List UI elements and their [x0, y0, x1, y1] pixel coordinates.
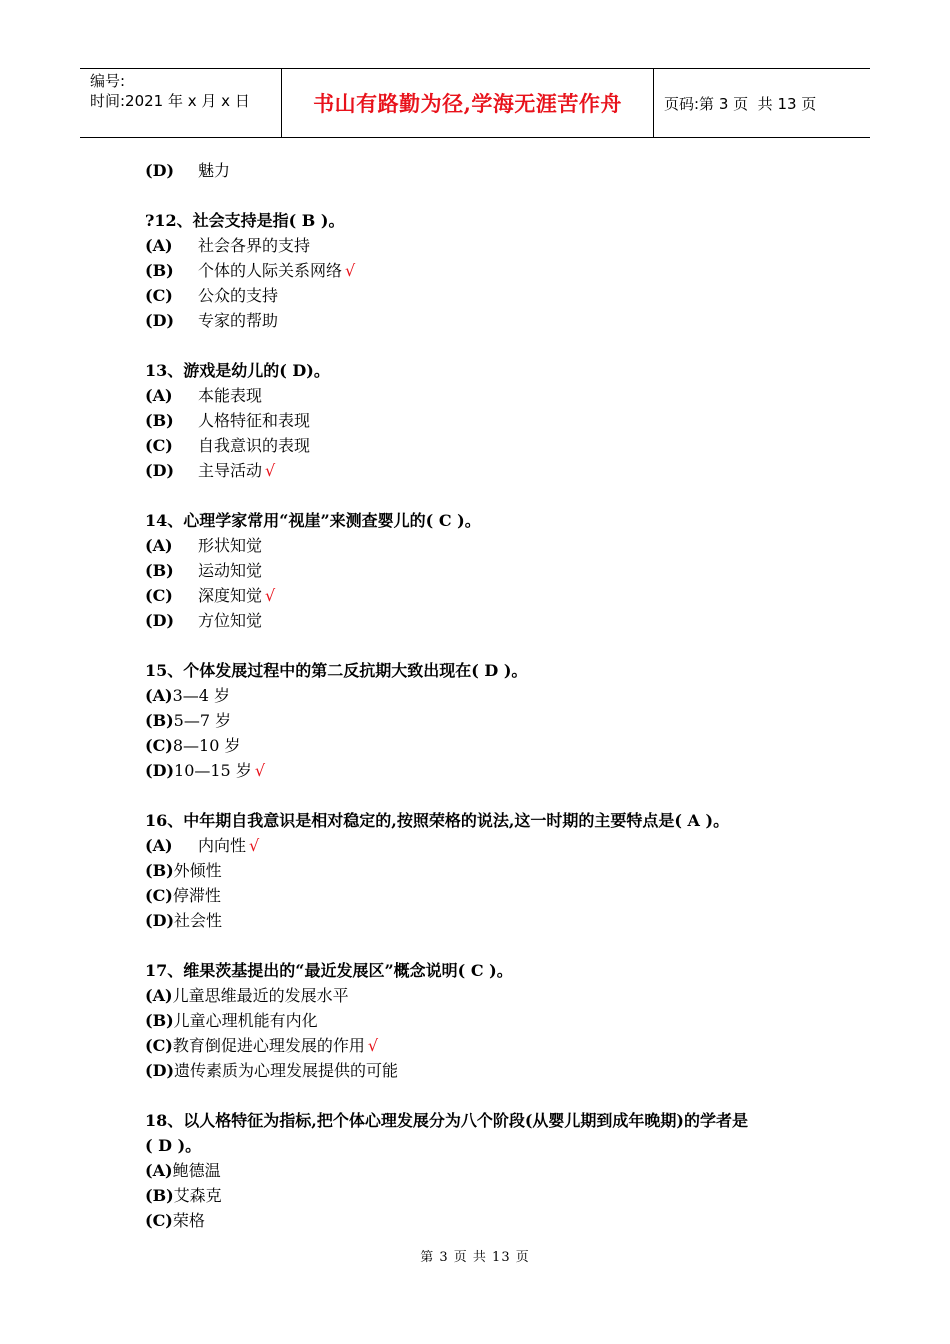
option-text: 外倾性 — [173, 861, 222, 880]
option-label: (C) — [145, 1036, 173, 1055]
option-text: 荣格 — [172, 1211, 205, 1230]
option-text: 主导活动 — [198, 461, 263, 480]
option-label: (B) — [145, 711, 174, 730]
option-item — [145, 433, 845, 458]
document-time-label: 时间:2021 年 x 月 x 日 — [90, 92, 250, 110]
option-item — [145, 583, 845, 608]
questions-container — [145, 208, 845, 1233]
header-meta — [80, 69, 282, 137]
option-text: 10—15 岁 — [174, 761, 252, 780]
question-stem: 17、维果茨基提出的“最近发展区”概念说明( C )。 — [145, 961, 513, 980]
option-text: 社会各界的支持 — [198, 236, 311, 255]
correct-check-icon: √ — [345, 261, 356, 280]
option-label: (C) — [145, 886, 173, 905]
option-item — [145, 283, 845, 308]
option-text: 魅力 — [198, 161, 231, 180]
option-text: 本能表现 — [198, 386, 263, 405]
question-stem: 16、中年期自我意识是相对稳定的,按照荣格的说法,这一时期的主要特点是( A )。 — [145, 811, 730, 830]
option-text: 专家的帮助 — [198, 311, 279, 330]
option-text: 儿童思维最近的发展水平 — [172, 986, 349, 1005]
correct-check-icon: √ — [265, 461, 276, 480]
option-text: 公众的支持 — [198, 286, 279, 305]
option-text: 方位知觉 — [198, 611, 263, 630]
question-block — [145, 508, 845, 658]
option-label: (D) — [145, 161, 175, 180]
option-label: (B) — [145, 561, 174, 580]
option-text: 停滞性 — [172, 886, 221, 905]
option-item — [145, 758, 845, 783]
option-item — [145, 558, 845, 583]
option-label: (D) — [145, 1061, 175, 1080]
question-block — [145, 658, 845, 808]
option-text: 5—7 岁 — [173, 711, 232, 730]
option-text: 鲍德温 — [172, 1161, 221, 1180]
option-text: 8—10 岁 — [172, 736, 241, 755]
option-label: (D) — [145, 911, 175, 930]
option-item — [145, 983, 845, 1008]
option-item — [145, 1008, 845, 1033]
question-stem: 14、心理学家常用“视崖”来测查婴儿的( C )。 — [145, 511, 481, 530]
option-text: 教育倒促进心理发展的作用 — [172, 1036, 365, 1055]
option-text: 儿童心理机能有内化 — [173, 1011, 318, 1030]
question-list — [145, 158, 845, 1233]
option-item — [145, 1208, 845, 1233]
option-label: (C) — [145, 286, 173, 305]
option-text: 遗传素质为心理发展提供的可能 — [174, 1061, 399, 1080]
option-item — [145, 1058, 845, 1083]
option-item — [145, 383, 845, 408]
option-item — [145, 158, 845, 183]
option-item — [145, 308, 845, 333]
option-label: (C) — [145, 436, 173, 455]
option-item — [145, 408, 845, 433]
option-item — [145, 708, 845, 733]
question-stem: 13、游戏是幼儿的( D)。 — [145, 361, 330, 380]
option-text: 自我意识的表现 — [198, 436, 311, 455]
option-item — [145, 683, 845, 708]
option-text: 艾森克 — [173, 1186, 222, 1205]
correct-check-icon: √ — [265, 586, 276, 605]
option-text: 内向性 — [198, 836, 247, 855]
question-stem: 18、以人格特征为指标,把个体心理发展分为八个阶段(从婴儿期到成年晚期)的学者是 — [145, 1111, 748, 1130]
option-item — [145, 458, 845, 483]
option-label: (C) — [145, 1211, 173, 1230]
option-label: (D) — [145, 461, 175, 480]
option-item — [145, 1183, 845, 1208]
option-label: (A) — [145, 1161, 173, 1180]
option-item — [145, 908, 845, 933]
option-item — [145, 833, 845, 858]
option-item — [145, 1033, 845, 1058]
option-item — [145, 858, 845, 883]
document-number-label: 编号: — [90, 72, 126, 90]
correct-check-icon: √ — [249, 836, 260, 855]
option-label: (B) — [145, 261, 174, 280]
option-label: (D) — [145, 611, 175, 630]
option-text: 3—4 岁 — [172, 686, 231, 705]
header-page-number: 页码:第 3 页 共 13 页 — [664, 94, 817, 113]
header-page-info — [654, 69, 870, 137]
option-text: 运动知觉 — [198, 561, 263, 580]
option-label: (D) — [145, 311, 175, 330]
option-label: (A) — [145, 836, 173, 855]
question-block — [145, 958, 845, 1108]
option-text: 深度知觉 — [198, 586, 263, 605]
option-text: 形状知觉 — [198, 536, 263, 555]
option-item — [145, 883, 845, 908]
correct-check-icon: √ — [254, 761, 266, 780]
option-text: 社会性 — [174, 911, 223, 930]
option-item — [145, 233, 845, 258]
option-item — [145, 733, 845, 758]
question-stem: 15、个体发展过程中的第二反抗期大致出现在( D )。 — [145, 661, 528, 680]
question-block — [145, 808, 845, 958]
question-block — [145, 1108, 845, 1233]
option-item — [145, 608, 845, 633]
option-text: 个体的人际关系网络 — [198, 261, 343, 280]
page-footer — [0, 1246, 950, 1265]
option-label: (B) — [145, 861, 174, 880]
option-text: 人格特征和表现 — [198, 411, 311, 430]
page-header — [80, 68, 870, 138]
header-motto: 书山有路勤为径,学海无涯苦作舟 — [282, 69, 654, 137]
option-label: (B) — [145, 411, 174, 430]
footer-page-number: 第 3 页 共 13 页 — [420, 1250, 530, 1265]
option-label: (C) — [145, 736, 173, 755]
option-item — [145, 1158, 845, 1183]
option-label: (A) — [145, 686, 173, 705]
correct-check-icon: √ — [367, 1036, 379, 1055]
option-label: (A) — [145, 986, 173, 1005]
option-label: (A) — [145, 536, 173, 555]
option-label: (C) — [145, 586, 173, 605]
option-label: (B) — [145, 1186, 174, 1205]
option-label: (B) — [145, 1011, 174, 1030]
option-label: (A) — [145, 386, 173, 405]
option-item — [145, 533, 845, 558]
question-block — [145, 358, 845, 508]
question-stem: ( D )。 — [145, 1136, 202, 1155]
question-stem: ?12、社会支持是指( B )。 — [145, 211, 345, 230]
question-block — [145, 208, 845, 358]
option-item — [145, 258, 845, 283]
option-label: (A) — [145, 236, 173, 255]
option-label: (D) — [145, 761, 175, 780]
